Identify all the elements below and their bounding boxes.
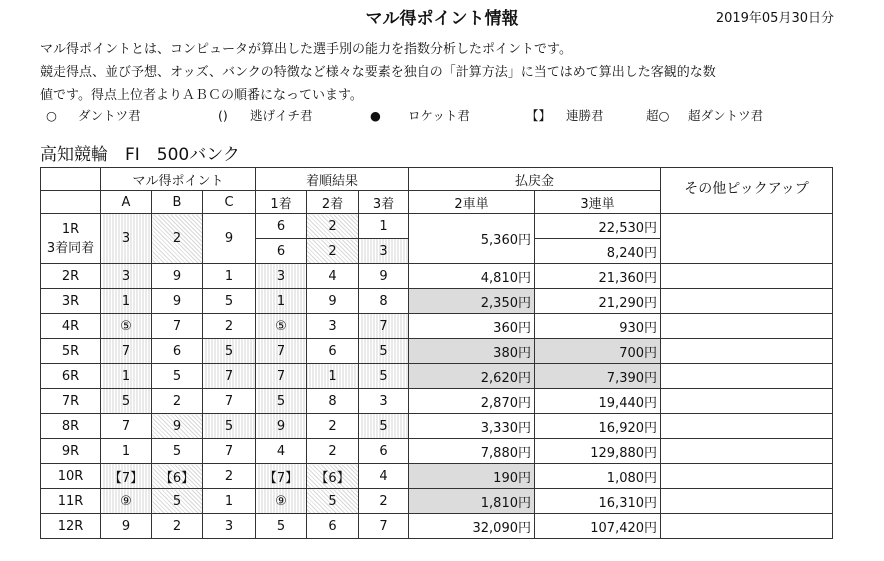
race-label: 9R	[41, 439, 101, 464]
venue-title: 高知競輪 FI 500バンク	[40, 145, 240, 165]
result-second: 6	[307, 339, 359, 364]
legend-label: 超ダントツ君	[688, 108, 764, 123]
race-label: 2R	[41, 264, 101, 289]
point-b: 9	[152, 289, 203, 314]
results-table	[40, 167, 833, 539]
legend-symbol: ●	[370, 108, 381, 123]
header-results: 着順結果	[256, 168, 409, 191]
payout-exacta: 190円	[409, 464, 535, 489]
point-a: 5	[101, 389, 152, 414]
point-a: 9	[101, 514, 152, 539]
result-third: 2	[359, 489, 409, 514]
legend-symbol: ()	[218, 108, 228, 123]
point-b: 9	[152, 264, 203, 289]
result-third: 1	[359, 214, 409, 239]
table-row	[41, 489, 833, 514]
result-second: 6	[307, 514, 359, 539]
description-line: 競走得点、並び予想、オッズ、バンクの特徴など様々な要素を独自の「計算方法」に当てはめて算出した客観的な数	[40, 65, 716, 80]
table-row	[41, 264, 833, 289]
payout-trifecta: 8,240円	[535, 239, 661, 264]
payout-trifecta: 700円	[535, 339, 661, 364]
result-third: 5	[359, 339, 409, 364]
point-b: 5	[152, 364, 203, 389]
point-c: 1	[203, 489, 256, 514]
result-first: 6	[256, 239, 307, 264]
point-a: ⑤	[101, 314, 152, 339]
report-date: 2019年05月30日分	[715, 11, 834, 26]
payout-exacta: 32,090円	[409, 514, 535, 539]
legend-label: 連勝君	[566, 108, 604, 123]
result-first: 6	[256, 214, 307, 239]
point-c: 5	[203, 414, 256, 439]
payout-exacta: 2,350円	[409, 289, 535, 314]
other-pickup	[661, 289, 833, 314]
race-label: 7R	[41, 389, 101, 414]
payout-trifecta: 7,390円	[535, 364, 661, 389]
result-first: 7	[256, 339, 307, 364]
race-label: 5R	[41, 339, 101, 364]
payout-trifecta: 16,920円	[535, 414, 661, 439]
table-row	[41, 289, 833, 314]
result-first: 5	[256, 514, 307, 539]
payout-exacta: 3,330円	[409, 414, 535, 439]
result-first: 3	[256, 264, 307, 289]
result-second: 9	[307, 289, 359, 314]
result-second: 2	[307, 439, 359, 464]
payout-exacta: 360円	[409, 314, 535, 339]
header-other: その他ピックアップ	[661, 168, 833, 214]
header-third: 3着	[359, 191, 409, 214]
result-third: 3	[359, 239, 409, 264]
point-a: 1	[101, 364, 152, 389]
result-second: 5	[307, 489, 359, 514]
legend	[46, 106, 763, 124]
point-b: 5	[152, 439, 203, 464]
payout-exacta: 2,870円	[409, 389, 535, 414]
point-c: 7	[203, 364, 256, 389]
result-second: 8	[307, 389, 359, 414]
payout-trifecta: 21,360円	[535, 264, 661, 289]
header-c: C	[203, 191, 256, 214]
other-pickup	[661, 489, 833, 514]
point-a: 3	[101, 214, 152, 264]
other-pickup	[661, 314, 833, 339]
other-pickup	[661, 514, 833, 539]
header-exacta: 2車単	[409, 191, 535, 214]
point-c: 2	[203, 464, 256, 489]
race-label: 11R	[41, 489, 101, 514]
point-c: 3	[203, 514, 256, 539]
point-a: 【7】	[101, 464, 152, 489]
race-label: 12R	[41, 514, 101, 539]
result-first: 1	[256, 289, 307, 314]
legend-label: ダントツ君	[78, 108, 141, 123]
point-b: 6	[152, 339, 203, 364]
legend-symbol: ○	[46, 108, 57, 123]
race-note: 3着同着	[46, 240, 95, 256]
legend-symbol: 【】	[526, 108, 552, 123]
result-third: 5	[359, 364, 409, 389]
point-b: 2	[152, 514, 203, 539]
payout-trifecta: 22,530円	[535, 214, 661, 239]
point-c: 9	[203, 214, 256, 264]
point-b: 5	[152, 489, 203, 514]
point-a: 3	[101, 264, 152, 289]
result-third: 9	[359, 264, 409, 289]
result-third: 7	[359, 514, 409, 539]
payout-trifecta: 1,080円	[535, 464, 661, 489]
result-third: 3	[359, 389, 409, 414]
point-c: 2	[203, 314, 256, 339]
header-trifecta: 3連単	[535, 191, 661, 214]
result-second: 【6】	[307, 464, 359, 489]
result-first: 7	[256, 364, 307, 389]
point-a: 1	[101, 439, 152, 464]
payout-exacta: 7,880円	[409, 439, 535, 464]
table-row	[41, 314, 833, 339]
result-first: 4	[256, 439, 307, 464]
race-label: 8R	[41, 414, 101, 439]
table-row	[41, 514, 833, 539]
header-second: 2着	[307, 191, 359, 214]
legend-label: ロケット君	[408, 108, 470, 123]
result-first: ⑨	[256, 489, 307, 514]
payout-trifecta: 930円	[535, 314, 661, 339]
header-blank	[41, 168, 101, 191]
point-b: 7	[152, 314, 203, 339]
payout-exacta: 380円	[409, 339, 535, 364]
payout-trifecta: 19,440円	[535, 389, 661, 414]
payout-exacta: 5,360円	[409, 214, 535, 264]
header-points: マル得ポイント	[101, 168, 256, 191]
result-third: 8	[359, 289, 409, 314]
result-first: 5	[256, 389, 307, 414]
point-b: 2	[152, 389, 203, 414]
table-row	[41, 414, 833, 439]
table-row	[41, 214, 833, 239]
point-b: 9	[152, 414, 203, 439]
point-c: 5	[203, 289, 256, 314]
result-third: 5	[359, 414, 409, 439]
result-third: 7	[359, 314, 409, 339]
header-a: A	[101, 191, 152, 214]
point-a: 1	[101, 289, 152, 314]
header-b: B	[152, 191, 203, 214]
result-second: 1	[307, 364, 359, 389]
other-pickup	[661, 464, 833, 489]
result-third: 4	[359, 464, 409, 489]
result-second: 4	[307, 264, 359, 289]
point-c: 5	[203, 339, 256, 364]
payout-exacta: 4,810円	[409, 264, 535, 289]
point-b: 【6】	[152, 464, 203, 489]
other-pickup	[661, 414, 833, 439]
race-label: 6R	[41, 364, 101, 389]
payout-trifecta: 21,290円	[535, 289, 661, 314]
result-second: 2	[307, 239, 359, 264]
table-row	[41, 439, 833, 464]
point-c: 7	[203, 439, 256, 464]
result-second: 2	[307, 214, 359, 239]
payout-exacta: 2,620円	[409, 364, 535, 389]
header-payout: 払戻金	[409, 168, 661, 191]
payout-trifecta: 107,420円	[535, 514, 661, 539]
race-label	[41, 214, 101, 264]
payout-exacta: 1,810円	[409, 489, 535, 514]
other-pickup	[661, 439, 833, 464]
legend-label: 逃げイチ君	[250, 108, 313, 123]
table-row	[41, 364, 833, 389]
other-pickup	[661, 389, 833, 414]
other-pickup	[661, 339, 833, 364]
race-number: 1R	[61, 221, 80, 237]
result-first: 【7】	[256, 464, 307, 489]
race-label: 10R	[41, 464, 101, 489]
legend-symbol: 超○	[646, 108, 670, 123]
other-pickup	[661, 364, 833, 389]
other-pickup	[661, 214, 833, 264]
result-third: 6	[359, 439, 409, 464]
result-first: 9	[256, 414, 307, 439]
result-second: 2	[307, 414, 359, 439]
point-a: ⑨	[101, 489, 152, 514]
race-label: 4R	[41, 314, 101, 339]
table-row	[41, 389, 833, 414]
payout-trifecta: 129,880円	[535, 439, 661, 464]
result-first: ⑤	[256, 314, 307, 339]
header-first: 1着	[256, 191, 307, 214]
description-line: 値です。得点上位者よりＡＢＣの順番になっています。	[40, 88, 363, 103]
point-b: 2	[152, 214, 203, 264]
table-row	[41, 464, 833, 489]
table-row	[41, 339, 833, 364]
page-title: マル得ポイント情報	[365, 9, 519, 29]
description-line: マル得ポイントとは、コンピュータが算出した選手別の能力を指数分析したポイントです。	[40, 42, 572, 57]
result-second: 3	[307, 314, 359, 339]
race-label: 3R	[41, 289, 101, 314]
point-a: 7	[101, 339, 152, 364]
point-c: 7	[203, 389, 256, 414]
payout-trifecta: 16,310円	[535, 489, 661, 514]
description	[40, 38, 840, 107]
point-c: 1	[203, 264, 256, 289]
header-blank	[41, 191, 101, 214]
other-pickup	[661, 264, 833, 289]
point-a: 7	[101, 414, 152, 439]
